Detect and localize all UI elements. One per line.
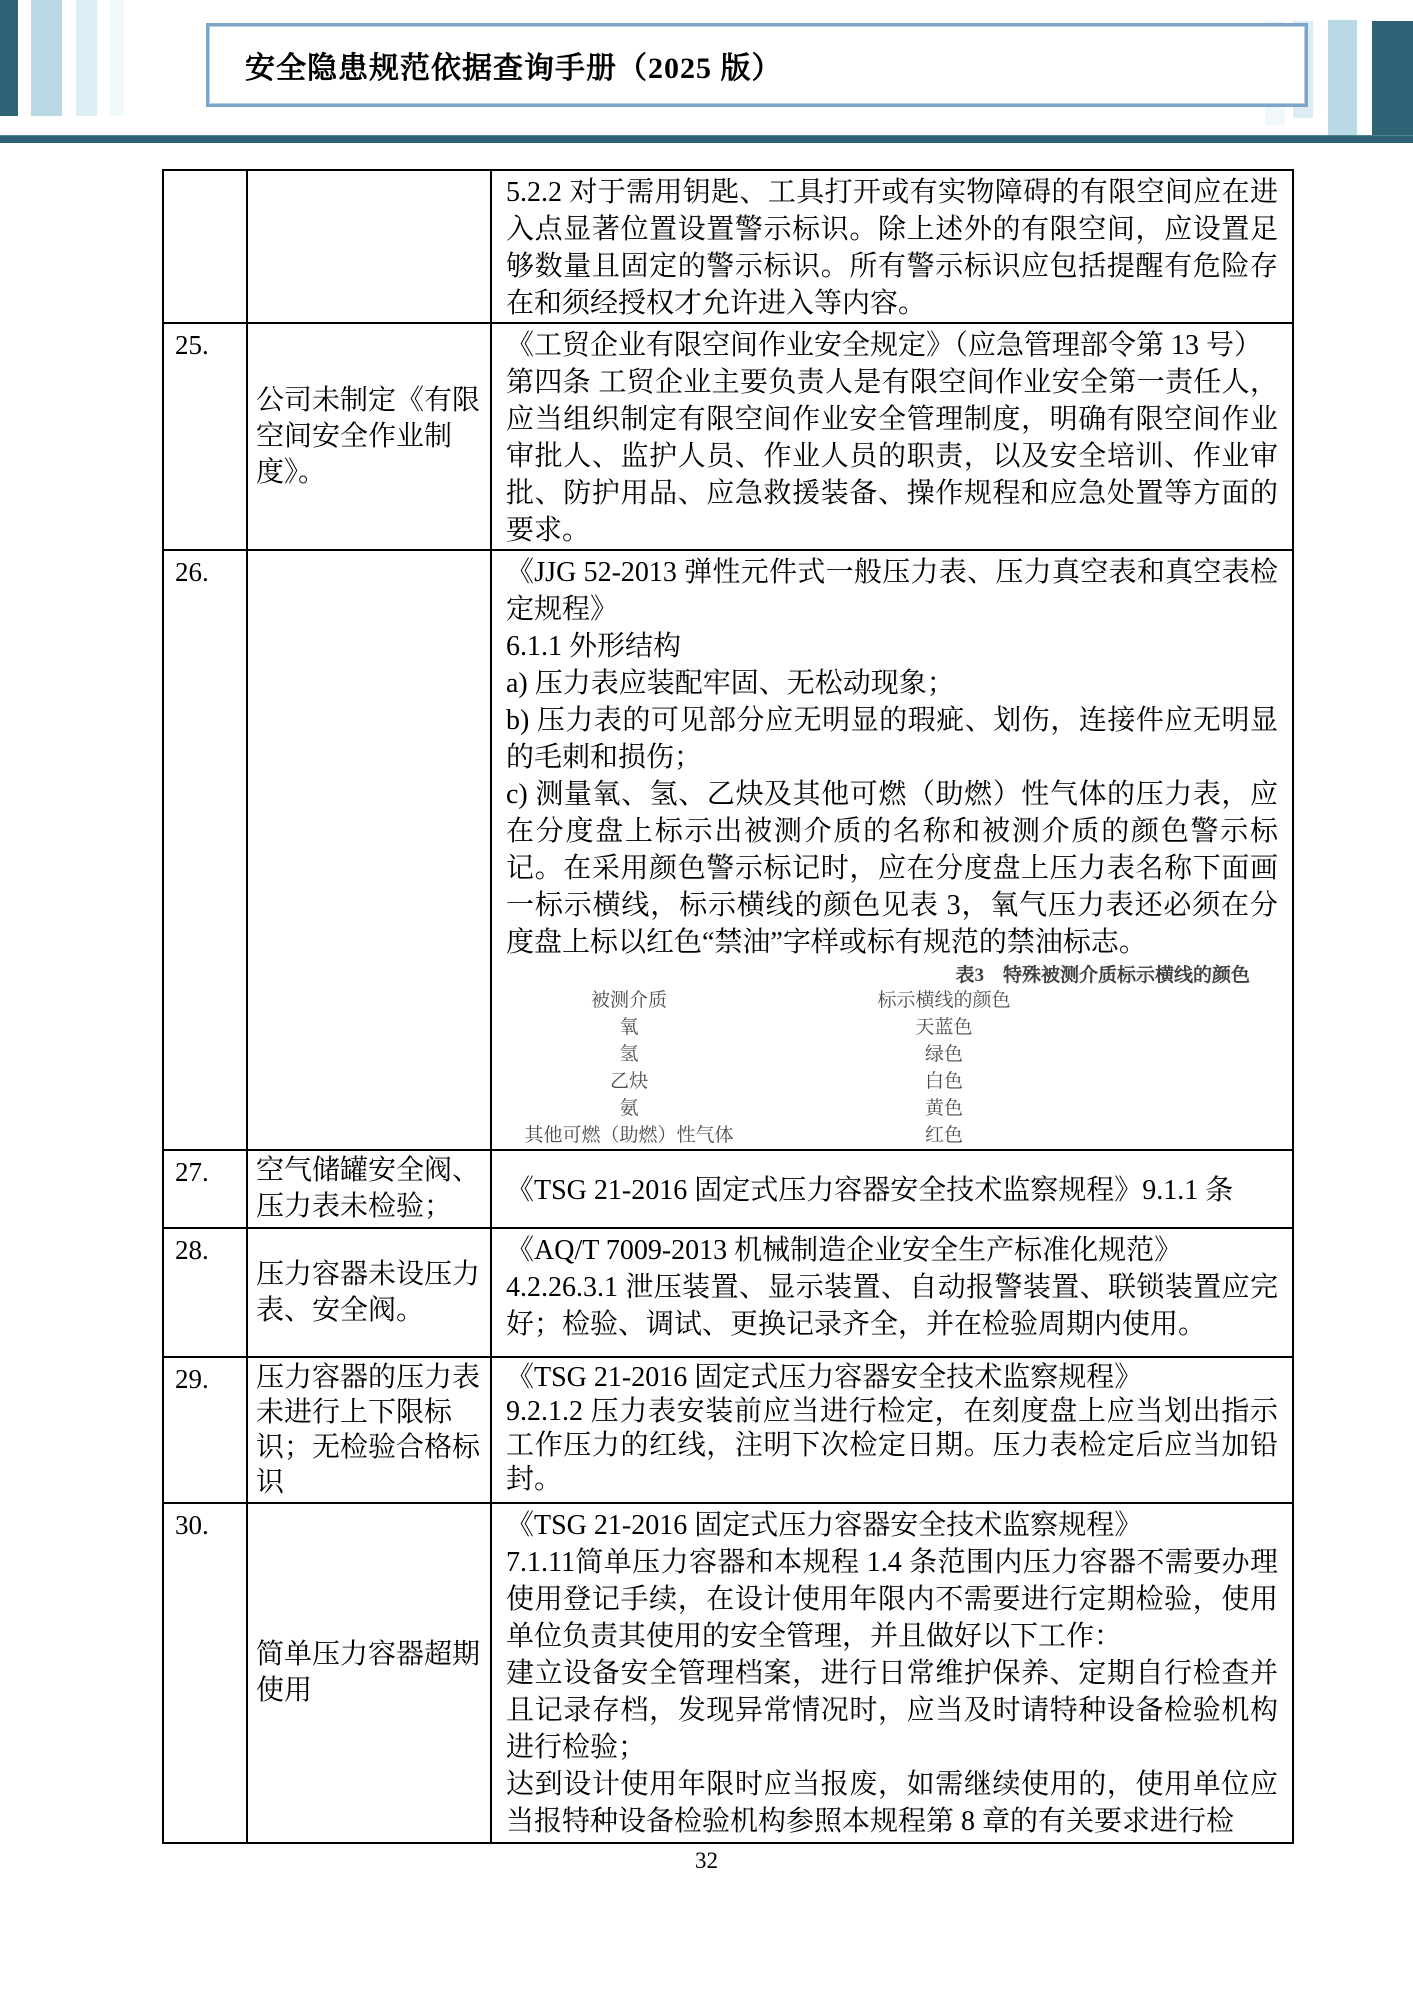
left-stripe-pale bbox=[110, 0, 124, 116]
subtable-medium: 氢 bbox=[619, 1044, 639, 1065]
subtable-row bbox=[508, 1095, 1138, 1122]
basis-paragraph: 6.1.1 外形结构 bbox=[506, 631, 682, 662]
subtable-row bbox=[508, 1041, 1138, 1068]
subtable-color: 天蓝色 bbox=[915, 1017, 973, 1038]
hazard-desc-cell bbox=[247, 550, 491, 1150]
subtable-medium: 氨 bbox=[619, 1098, 639, 1119]
basis-cell bbox=[491, 1357, 1293, 1503]
manual-title: 安全隐患规范依据查询手册（2025 版） bbox=[245, 52, 783, 85]
basis-paragraph: 7.1.11简单压力容器和本规程 1.4 条范围内压力容器不需要办理使用登记手续，在设计使用年限内不需要进行定期检验，使用单位负责其使用的安全管理，并且做好以下工作： bbox=[506, 1547, 1278, 1652]
basis-paragraph: 5.2.2 对于需用钥匙、工具打开或有实物障碍的有限空间应在进入点显著位置设置警示标识。除上述外的有限空间，应设置足够数量且固定的警示标识。所有警示标识应包括提醒有危险存在和须经授权才允许进入等内容。 bbox=[506, 177, 1278, 319]
basis-paragraph: 4.2.26.3.1 泄压装置、显示装置、自动报警装置、联锁装置应完好；检验、调试、更换记录齐全，并在检验周期内使用。 bbox=[506, 1272, 1278, 1340]
medium-color-subtable bbox=[508, 987, 1138, 1149]
table-row bbox=[163, 1357, 1293, 1503]
basis-paragraph: 建立设备安全管理档案，进行日常维护保养、定期自行检查并且记录存档，发现异常情况时，应当及时请特种设备检验机构进行检验； bbox=[506, 1658, 1278, 1763]
basis-cell bbox=[491, 170, 1293, 323]
page-number: 32 bbox=[695, 1848, 718, 1873]
row-number-cell: 26. bbox=[163, 550, 247, 1150]
subtable-color: 白色 bbox=[924, 1071, 963, 1092]
row-number-cell: 27. bbox=[163, 1150, 247, 1228]
basis-paragraph: 《TSG 21-2016 固定式压力容器安全技术监察规程》9.1.1 条 bbox=[506, 1175, 1234, 1206]
hazard-desc-cell bbox=[247, 170, 491, 323]
subtable-header: 被测介质 bbox=[590, 990, 667, 1011]
table-row bbox=[163, 550, 1293, 1150]
hazard-regulation-table bbox=[162, 169, 1294, 1844]
basis-paragraph: 第四条 工贸企业主要负责人是有限空间作业安全第一责任人，应当组织制定有限空间作业安全管理制度，明确有限空间作业审批人、监护人员、作业人员的职责，以及安全培训、作业审批、防护用品、应急救援装备、操作规程和应急处置等方面的要求。 bbox=[506, 367, 1278, 546]
row-number-cell: 28. bbox=[163, 1228, 247, 1357]
left-stripe-medium bbox=[31, 0, 62, 116]
basis-cell bbox=[491, 550, 1293, 1150]
table-row bbox=[163, 323, 1293, 550]
subtable-header-row bbox=[508, 987, 1138, 1014]
table-row bbox=[163, 170, 1293, 323]
hazard-desc-cell: 空气储罐安全阀、压力表未检验； bbox=[247, 1150, 491, 1228]
hazard-desc-cell: 简单压力容器超期使用 bbox=[247, 1503, 491, 1843]
subtable-row bbox=[508, 1014, 1138, 1041]
hazard-desc-cell: 压力容器未设压力表、安全阀。 bbox=[247, 1228, 491, 1357]
left-stripe-dark bbox=[0, 0, 18, 116]
table-row bbox=[163, 1228, 1293, 1357]
subtable-caption: 表3 特殊被测介质标示横线的颜色 bbox=[955, 965, 1250, 986]
right-stripe-dark bbox=[1372, 21, 1413, 140]
row-number-cell bbox=[163, 170, 247, 323]
subtable-row bbox=[508, 1068, 1138, 1095]
basis-paragraph: b) 压力表的可见部分应无明显的瑕疵、划伤，连接件应无明显的毛刺和损伤； bbox=[506, 705, 1278, 773]
row-number-cell: 29. bbox=[163, 1357, 247, 1503]
subtable-row bbox=[508, 1122, 1138, 1149]
manual-title-box bbox=[206, 23, 1308, 107]
row-number-cell: 25. bbox=[163, 323, 247, 550]
header-divider-rule bbox=[0, 135, 1413, 143]
subtable-header: 标示横线的颜色 bbox=[877, 990, 1011, 1011]
basis-cell bbox=[491, 323, 1293, 550]
basis-paragraph: 《AQ/T 7009-2013 机械制造企业安全生产标准化规范》 bbox=[506, 1235, 1183, 1266]
basis-cell bbox=[491, 1150, 1293, 1228]
row-number-cell: 30. bbox=[163, 1503, 247, 1843]
basis-paragraph: 《TSG 21-2016 固定式压力容器安全技术监察规程》 bbox=[506, 1362, 1143, 1393]
right-stripe-medium bbox=[1328, 20, 1357, 137]
left-stripe-light bbox=[76, 0, 97, 116]
hazard-desc-cell: 公司未制定《有限空间安全作业制度》。 bbox=[247, 323, 491, 550]
subtable-color: 黄色 bbox=[924, 1098, 963, 1119]
basis-cell bbox=[491, 1503, 1293, 1843]
basis-paragraph: 达到设计使用年限时应当报废，如需继续使用的，使用单位应当报特种设备检验机构参照本规程第 8 章的有关要求进行检 bbox=[506, 1769, 1278, 1837]
subtable-color: 红色 bbox=[924, 1125, 963, 1146]
basis-paragraph: 《TSG 21-2016 固定式压力容器安全技术监察规程》 bbox=[506, 1510, 1143, 1541]
basis-paragraph: 《工贸企业有限空间作业安全规定》（应急管理部令第 13 号） bbox=[506, 330, 1263, 361]
basis-paragraph: a) 压力表应装配牢固、无松动现象； bbox=[506, 668, 955, 699]
subtable-medium: 氧 bbox=[619, 1017, 639, 1038]
basis-cell bbox=[491, 1228, 1293, 1357]
table-row bbox=[163, 1150, 1293, 1228]
basis-paragraph: 《JJG 52-2013 弹性元件式一般压力表、压力真空表和真空表检定规程》 bbox=[506, 557, 1278, 625]
hazard-desc-cell: 压力容器的压力表未进行上下限标识；无检验合格标识 bbox=[247, 1357, 491, 1503]
subtable-color: 绿色 bbox=[924, 1044, 963, 1065]
basis-paragraph: 9.2.1.2 压力表安装前应当进行检定，在刻度盘上应当划出指示工作压力的红线，注明下次检定日期。压力表检定后应当加铅封。 bbox=[506, 1396, 1278, 1495]
basis-paragraph: c) 测量氧、氢、乙炔及其他可燃（助燃）性气体的压力表，应在分度盘上标示出被测介质的名称和被测介质的颜色警示标记。在采用颜色警示标记时，应在分度盘上压力表名称下面画一标示横线，标示横线的颜色见表 3，氧气压力表还必须在分度盘上标以红色“禁油”字样或标有规范的禁油标志。 bbox=[506, 779, 1278, 958]
subtable-medium: 其他可燃（助燃）性气体 bbox=[524, 1125, 734, 1146]
table-row bbox=[163, 1503, 1293, 1843]
subtable-medium: 乙炔 bbox=[609, 1071, 648, 1092]
